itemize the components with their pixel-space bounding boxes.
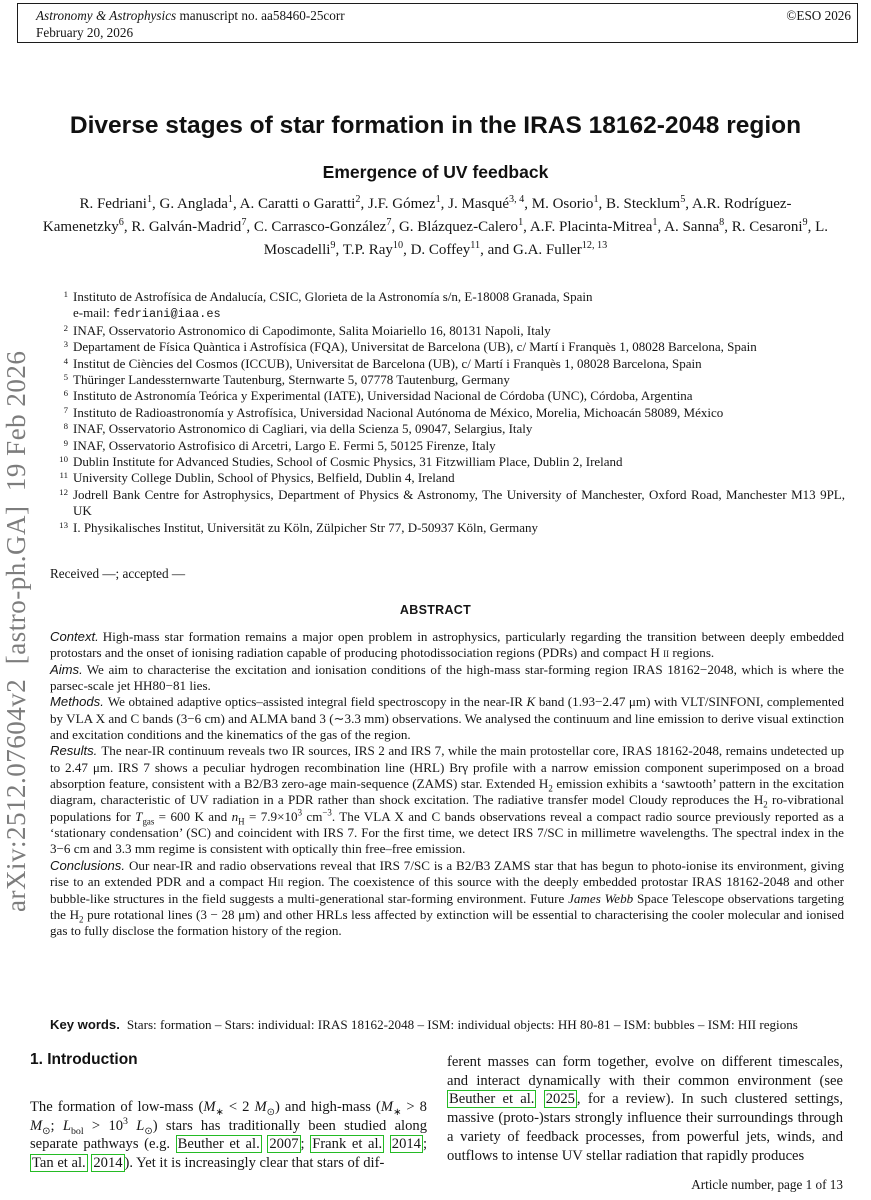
text-segment: ferent masses can form together, evolve on different timescales, and interact dynamically with their common environment (see (447, 1054, 843, 1089)
abstract-paragraph-text (50, 629, 844, 660)
text-segment: K (526, 694, 536, 710)
abstract-paragraph-label: Context. (50, 629, 99, 644)
text-segment: , G. Anglada (152, 196, 228, 212)
affiliation-item (50, 470, 845, 486)
text-segment: 2 (548, 783, 553, 794)
text-segment: University College Dublin, School of Physics, Belfield, Dublin 4, Ireland (73, 470, 455, 486)
affiliation-number: 9 (63, 437, 68, 448)
affiliation-text (73, 323, 845, 339)
affiliation-text (73, 388, 845, 404)
text-segment: , J. Masqué (440, 196, 509, 212)
page-footer: Article number, page 1 of 13 (691, 1177, 843, 1192)
manuscript-info (36, 7, 345, 42)
intro-column-right (447, 1053, 843, 1165)
text-segment: We aim to characterise the excitation and ionisation conditions of the high-mass star-forming region IRAS 18162−2048, which is where the parsec-scale jet HH80−81 lies. (50, 661, 844, 694)
abstract-heading: ABSTRACT (399, 603, 472, 617)
text-segment: , A. Sanna (657, 219, 720, 235)
text-segment: manuscript no. aa58460-25corr (176, 8, 345, 23)
affiliation-number: 7 (63, 404, 68, 415)
citation-link[interactable]: Beuther et al. (449, 1091, 535, 1108)
abstract-paragraph-text (50, 694, 844, 742)
text-segment: 2 (79, 914, 84, 925)
text-segment: band (1.93−2.47 μm) with VLT/SINFONI, complemented by VLA X and C bands (3−6 cm) and ALMA band 3 (∼3.3 mm) observations. We analysed the continuum and line emission to derive visual extinction and excitation conditions and the kinematics of the gas of the region. (50, 694, 844, 743)
affiliation-number: 4 (63, 355, 68, 366)
abstract-paragraph (50, 662, 844, 695)
affiliation-number: 12 (59, 486, 68, 497)
text-segment: Jodrell Bank Centre for Astrophysics, Department of Physics & Astronomy, The University of Manchester, Oxford Road, Manchester M13 9PL, UK (73, 486, 845, 519)
text-segment: , A.R. Rodríguez-Kamenetzky (42, 196, 792, 235)
text-segment: , A. Caratti o Garatti (232, 196, 356, 212)
text-segment: 5 (680, 194, 686, 205)
text-segment: , for a review). In such clustered settings, massive (proto-)stars strongly influence their surroundings through a variety of feedback processes, from powerful jets, winds, and outflows to intense UV stellar radiation that rapidly produces (447, 1091, 843, 1164)
text-segment: , T.P. Ray (335, 242, 393, 258)
text-segment: e-mail: (73, 305, 114, 321)
text-segment: ∗ (393, 1106, 402, 1118)
affiliation-item (50, 454, 845, 470)
text-segment: Instituto de Radioastronomía y Astrofísica, Universidad Nacional Autónoma de México, Morelia, Michoacán 58089, México (73, 404, 724, 420)
text-segment: INAF, Osservatorio Astronomico di Cagliari, via della Scienza 5, 09047, Selargius, Italy (73, 421, 533, 437)
affiliation-text (73, 470, 845, 486)
abstract-paragraph (50, 858, 844, 940)
abstract-paragraph-text (50, 743, 844, 856)
text-segment: 1 (435, 194, 441, 205)
intro-column-left (30, 1051, 427, 1173)
citation-link[interactable]: 2014 (93, 1155, 123, 1172)
text-segment: M (380, 1099, 394, 1115)
author-list (38, 193, 833, 262)
text-segment (384, 1136, 390, 1152)
text-segment: 12, 13 (581, 240, 608, 251)
text-segment: ⊙ (144, 1125, 153, 1137)
affiliation-number: 13 (59, 519, 68, 530)
text-segment: , and G.A. Fuller (480, 242, 582, 258)
keywords-text (127, 1017, 798, 1032)
text-segment (536, 1091, 543, 1107)
abstract-paragraph-label: Conclusions. (50, 857, 125, 873)
affiliation-item (50, 356, 845, 372)
text-segment: 7 (386, 217, 392, 228)
text-segment: −3 (322, 807, 332, 818)
text-segment: bol (70, 1125, 84, 1137)
text-segment: , D. Coffey (403, 242, 471, 258)
text-segment: T (135, 808, 143, 824)
text-segment: , J.F. Gómez (360, 196, 436, 212)
affiliation-text (73, 405, 845, 421)
text-segment: Astronomy & Astrophysics (36, 8, 177, 23)
text-segment: 3 (297, 807, 303, 818)
text-segment: 1 (227, 194, 233, 205)
affiliation-item (50, 487, 845, 520)
text-segment: 1 (146, 194, 153, 205)
journal-line (36, 7, 345, 24)
keywords-block (50, 1017, 844, 1034)
text-segment: 9 (802, 217, 808, 228)
text-segment: 1 (593, 194, 599, 205)
manuscript-header-box (17, 3, 858, 43)
text-segment: 10 (392, 240, 404, 251)
abstract-paragraph-label: Aims. (50, 661, 83, 677)
text-segment: cm (302, 808, 323, 824)
text-segment: James Webb (568, 890, 634, 906)
text-segment: R. Fedriani (79, 196, 147, 212)
text-segment: INAF, Osservatorio Astronomico di Capodimonte, Salita Moiariello 16, 80131 Napoli, Italy (73, 322, 551, 338)
text-segment: 1 (652, 217, 658, 228)
abstract-paragraph-label: Results. (50, 743, 98, 759)
text-segment: The near-IR continuum reveals two IR sources, IRS 2 and IRS 7, while the main protostellar core, IRAS 18162-2048, remains undetected up to 2.47 μm. IRS 7 shows a peculiar hydrogen recombination line (HRL) Brγ profile with a narrow emission component superimposed on a broad absorption feature, consistent with a B2/B3 zero-age main-sequence (ZAMS) star. Extended H (50, 743, 844, 792)
text-segment: Thüringer Landessternwarte Tautenburg, Sternwarte 5, 07778 Tautenburg, Germany (73, 372, 510, 388)
text-segment: 11 (470, 240, 481, 251)
abstract-paragraph (50, 629, 844, 662)
text-segment: . The VLA X and C bands observations reveal a compact radio source previously reported as a ‘stationary condensation’ (SC) and coincident with IRS 7. For the first time, we detect IRS 7/SC in millimetre wavelengths. The spectral index in the 3−6 cm and 3.3 mm regime is consistent with optically thin free–free emission. (50, 808, 844, 857)
affiliation-item (50, 339, 845, 355)
text-segment: , B. Stecklum (598, 196, 681, 212)
text-segment: 9 (330, 240, 336, 251)
affiliation-item (50, 520, 845, 536)
text-segment: I. Physikalisches Institut, Universität zu Köln, Zülpicher Str 77, D-50937 Köln, Germany (73, 519, 539, 535)
copyright-notice: ©ESO 2026 (786, 8, 851, 23)
affiliation-number: 3 (63, 339, 68, 350)
text-segment: Space Telescope observations targeting the H (50, 890, 845, 922)
text-segment: , C. Carrasco-González (246, 219, 387, 235)
text-segment: 8 (719, 217, 725, 228)
text-segment: = 7.9×10 (244, 808, 298, 824)
text-segment: , R. Galván-Madrid (123, 219, 242, 235)
paper-subtitle: Emergence of UV feedback (322, 162, 549, 182)
text-segment: M (203, 1099, 216, 1115)
text-segment: Institut de Ciències del Cosmos (ICCUB), Universitat de Barcelona (UB), c/ Martí i Franquès 1, 08028 Barcelona, Spain (73, 355, 702, 371)
text-segment: INAF, Osservatorio Astrofisico di Arcetri, Largo E. Fermi 5, 50125 Firenze, Italy (73, 437, 496, 453)
affiliation-text (73, 289, 845, 323)
paper-title: Diverse stages of star formation in the IRAS 18162-2048 region (69, 112, 802, 139)
text-segment: We obtained adaptive optics–assisted integral field spectroscopy in the near-IR (107, 694, 527, 710)
abstract-paragraph-text (50, 858, 844, 938)
affiliation-item (50, 289, 845, 323)
text-segment: gas (142, 816, 155, 827)
citation-link[interactable]: Tan et al. (32, 1155, 86, 1172)
affiliation-text (73, 487, 845, 520)
affiliation-item (50, 421, 845, 437)
affiliation-number: 2 (63, 322, 68, 333)
citation-link[interactable]: 2007 (269, 1136, 299, 1153)
citation-link[interactable]: Beuther et al. (177, 1136, 260, 1153)
citation-link[interactable]: 2025 (545, 1091, 575, 1108)
abstract-section (50, 629, 844, 940)
affiliation-item (50, 438, 845, 454)
text-segment: M (30, 1117, 43, 1134)
abstract-paragraph-label: Methods. (50, 694, 104, 710)
citation-link[interactable]: 2014 (391, 1136, 421, 1153)
text-segment: L (62, 1117, 71, 1134)
text-segment: Departament de Física Quàntica i Astrofísica (FQA), Universitat de Barcelona (UB), c/ Martí i Franquès 1, 08028 Barcelona, Spain (73, 339, 757, 355)
arxiv-watermark: arXiv:2512.07604v2 [astro-ph.GA] 19 Feb 2026 (1, 350, 31, 912)
affiliation-text (73, 372, 845, 388)
text-segment: ; (50, 1117, 63, 1134)
abstract-paragraph (50, 743, 844, 857)
text-segment: Instituto de Astronomía Teórica y Experimental (IATE), Universidad Nacional de Córdoba (UNC), Córdoba, Argentina (73, 388, 693, 404)
text-segment: pure rotational lines (3 − 28 μm) and other HRLs less affected by extinction will be essential to characterising the cooler molecular and ionised gas to fully disclose the formation history of the region. (50, 906, 844, 939)
affiliation-text (73, 438, 845, 454)
affiliation-text (73, 356, 845, 372)
affiliation-text (73, 520, 845, 536)
text-segment: Stars: formation – Stars: individual: IRAS 18162-2048 – ISM: individual objects: HH 80-81 – ISM: bubbles – ISM: HII regions (126, 1017, 798, 1032)
keywords-label: Key words. (50, 1017, 120, 1032)
text-segment: L (136, 1117, 145, 1134)
text-segment: 2 (355, 194, 361, 205)
text-segment: , A.F. Placinta-Mitrea (523, 219, 653, 235)
affiliation-number: 11 (59, 470, 68, 481)
abstract-paragraph (50, 694, 844, 743)
text-segment: regions. (669, 645, 715, 661)
text-segment: ⊙ (42, 1125, 51, 1137)
affiliation-number: 5 (63, 372, 68, 383)
affiliation-number: 6 (63, 388, 68, 399)
text-segment: Our near-IR and radio observations reveal that IRS 7/SC is a B2/B3 ZAMS star that has begun to photo-ionise its environment, giving rise to an extended PDR and a compact H (50, 857, 844, 890)
text-segment: n (231, 808, 239, 824)
text-segment: ∗ (215, 1106, 224, 1118)
intro-paragraph-left (30, 1098, 427, 1173)
text-segment: ; (300, 1136, 311, 1153)
date-line: February 20, 2026 (36, 25, 134, 40)
text-segment: M (254, 1099, 267, 1115)
text-segment: < 2 (223, 1099, 255, 1115)
affiliation-item (50, 405, 845, 421)
citation-link[interactable]: Frank et al. (312, 1136, 383, 1153)
text-segment: , M. Osorio (524, 196, 594, 212)
text-segment: ; (422, 1136, 428, 1153)
affiliation-text (73, 421, 845, 437)
section-heading-introduction: 1. Introduction (30, 1051, 138, 1068)
text-segment: 6 (118, 217, 124, 228)
affiliation-text (73, 339, 845, 355)
text-segment: 1 (518, 217, 524, 228)
affiliation-item (50, 372, 845, 388)
email-link[interactable]: fedriani@iaa.es (113, 307, 221, 322)
affiliation-item (50, 323, 845, 339)
received-accepted-line: Received —; accepted — (50, 566, 186, 581)
abstract-paragraph-text (50, 662, 844, 693)
text-segment: The formation of low-mass ( (30, 1099, 204, 1115)
text-segment: > 8 (401, 1099, 427, 1115)
text-segment: 3, 4 (508, 194, 525, 205)
text-segment: > 10 (83, 1117, 124, 1134)
text-segment: 2 (763, 800, 768, 811)
text-segment: Instituto de Astrofísica de Andalucía, CSIC, Glorieta de la Astronomía s/n, E-18008 Granada, Spain (73, 289, 593, 304)
affiliation-item (50, 388, 845, 404)
text-segment: , G. Blázquez-Calero (391, 219, 519, 235)
text-segment: ⊙ (266, 1106, 275, 1118)
text-segment: ) and high-mass ( (274, 1099, 381, 1115)
text-segment: High-mass star formation remains a major open problem in astrophysics, particularly regarding the transition between deeply embedded protostars and the onset of ionising radiation capable of producing photodissociation regions (PDRs) and compact H (50, 629, 844, 661)
text-segment: ro-vibrational populations for (50, 792, 844, 824)
text-segment: ). Yet it is increasingly clear that stars of dif- (124, 1155, 385, 1172)
text-segment: ii (277, 874, 284, 890)
affiliation-number: 8 (63, 421, 68, 432)
text-segment: emission exhibits a ‘sawtooth’ pattern in the excitation diagram, characteristic of UV radiation in a PDR rather than shock excitation. The radiative transfer model Cloudy reproduces the H (50, 776, 844, 808)
text-segment: ) stars has traditionally been studied along separate pathways (e.g. (30, 1117, 427, 1153)
text-segment: 3 (123, 1115, 128, 1127)
text-segment: ii (663, 645, 670, 661)
text-segment: = 600 K and (154, 808, 232, 824)
affiliation-number: 10 (59, 454, 68, 465)
text-segment: H (238, 816, 245, 827)
affiliation-text (73, 454, 845, 470)
text-segment: region. The coexistence of this source with the deeply embedded protostar IRAS 18162-2048 and other bubble-like structures in the field suggests a multi-generational star-forming environment. Future (50, 874, 844, 906)
text-segment: , L. Moscadelli (263, 219, 829, 258)
affiliation-number: 1 (63, 289, 68, 299)
text-segment: , R. Cesaroni (724, 219, 803, 235)
text-segment: Dublin Institute for Advanced Studies, School of Cosmic Physics, 31 Fitzwilliam Place, Dublin 2, Ireland (73, 454, 623, 470)
text-segment: 7 (241, 217, 247, 228)
intro-paragraph-right (447, 1053, 843, 1165)
affiliation-list (50, 289, 845, 536)
